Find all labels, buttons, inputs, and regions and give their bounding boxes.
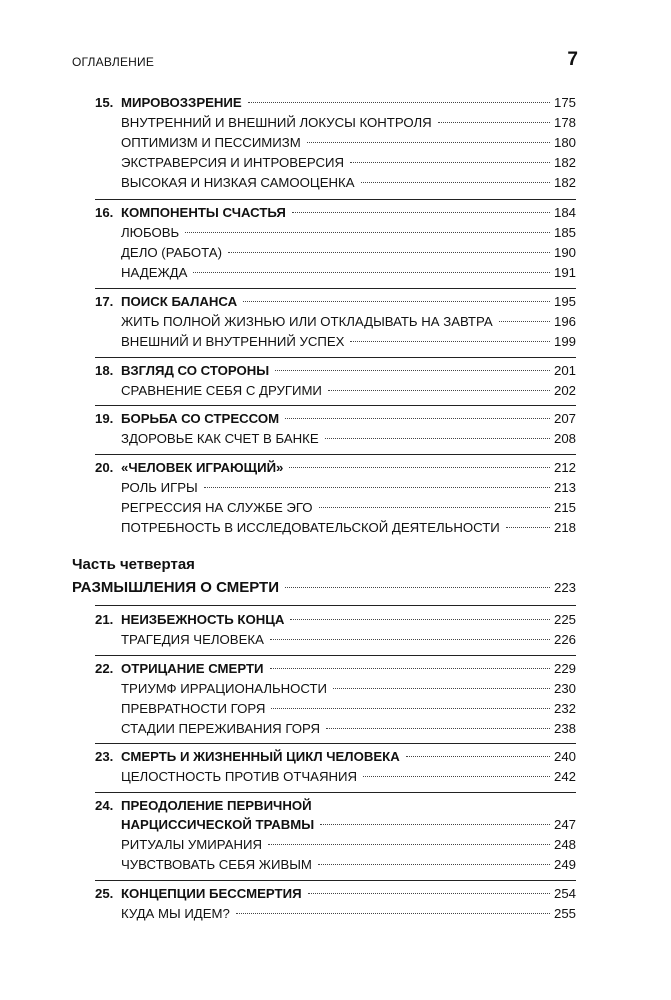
toc-part-4[interactable]: [0, 578, 671, 598]
chapter-number: 20.: [95, 460, 114, 475]
page-ref: 182: [553, 175, 576, 190]
section-title: ВНЕШНИЙ И ВНУТРЕННИЙ УСПЕХ: [121, 334, 345, 349]
toc-section[interactable]: [0, 498, 671, 518]
page-ref: 182: [553, 155, 576, 170]
toc-section[interactable]: [0, 904, 671, 924]
toc-chapter-16[interactable]: [0, 203, 671, 223]
page-number: 7: [567, 49, 578, 70]
dot-leader: [328, 390, 550, 391]
dot-leader: [243, 301, 550, 302]
chapter-title: ОТРИЦАНИЕ СМЕРТИ: [121, 661, 264, 676]
separator: [95, 454, 576, 455]
section-title: РЕГРЕССИЯ НА СЛУЖБЕ ЭГО: [121, 500, 313, 515]
dot-leader: [271, 708, 550, 709]
toc-section[interactable]: [0, 223, 671, 243]
section-title: РОЛЬ ИГРЫ: [121, 480, 198, 495]
running-head: ОГЛАВЛЕНИЕ: [72, 55, 155, 69]
dot-leader: [268, 844, 550, 845]
dot-leader: [275, 370, 550, 371]
separator: [95, 880, 576, 881]
dot-leader: [236, 913, 550, 914]
section-title: ВЫСОКАЯ И НИЗКАЯ САМООЦЕНКА: [121, 175, 355, 190]
separator: [95, 288, 576, 289]
toc-section[interactable]: [0, 835, 671, 855]
separator: [95, 655, 576, 656]
dot-leader: [320, 824, 550, 825]
dot-leader: [438, 122, 550, 123]
chapter-number: 16.: [95, 205, 114, 220]
section-title: ЗДОРОВЬЕ КАК СЧЕТ В БАНКЕ: [121, 431, 319, 446]
page-ref: 201: [553, 363, 576, 378]
page-ref: 191: [553, 265, 576, 280]
dot-leader: [285, 587, 550, 588]
page-ref: 178: [553, 115, 576, 130]
dot-leader: [308, 893, 550, 894]
toc-section[interactable]: [0, 518, 671, 538]
chapter-number: 17.: [95, 294, 114, 309]
page-ref: 195: [553, 294, 576, 309]
dot-leader: [248, 102, 550, 103]
dot-leader: [204, 487, 550, 488]
chapter-title-line1: ПРЕОДОЛЕНИЕ ПЕРВИЧНОЙ: [121, 798, 312, 813]
toc-section[interactable]: [0, 133, 671, 153]
section-title: ПРЕВРАТНОСТИ ГОРЯ: [121, 701, 266, 716]
page-ref: 226: [553, 632, 576, 647]
chapter-title: КОНЦЕПЦИИ БЕССМЕРТИЯ: [121, 886, 302, 901]
page-ref: 255: [553, 906, 576, 921]
dot-leader: [318, 864, 550, 865]
section-title: ОПТИМИЗМ И ПЕССИМИЗМ: [121, 135, 301, 150]
section-title: ЦЕЛОСТНОСТЬ ПРОТИВ ОТЧАЯНИЯ: [121, 769, 358, 784]
toc-chapter-15[interactable]: [0, 93, 671, 113]
page-ref: 254: [553, 886, 576, 901]
dot-leader: [319, 507, 550, 508]
page-ref: 202: [553, 383, 576, 398]
chapter-title: СМЕРТЬ И ЖИЗНЕННЫЙ ЦИКЛ ЧЕЛОВЕКА: [121, 749, 400, 764]
toc-chapter-21[interactable]: [0, 610, 671, 630]
section-title: ЖИТЬ ПОЛНОЙ ЖИЗНЬЮ ИЛИ ОТКЛАДЫВАТЬ НА ЗАВТРА: [121, 314, 493, 329]
part-label: Часть четвертая: [72, 556, 195, 573]
dot-leader: [499, 321, 550, 322]
chapter-title: НЕИЗБЕЖНОСТЬ КОНЦА: [121, 612, 285, 627]
toc-chapter-23[interactable]: [0, 747, 671, 767]
toc-section[interactable]: [0, 699, 671, 719]
toc-chapter-18[interactable]: [0, 361, 671, 381]
section-title: ДЕЛО (РАБОТА): [121, 245, 222, 260]
page-ref: 184: [553, 205, 576, 220]
section-title: ЧУВСТВОВАТЬ СЕБЯ ЖИВЫМ: [121, 857, 312, 872]
page-ref: 175: [553, 95, 576, 110]
toc-section[interactable]: [0, 332, 671, 352]
page-ref: 207: [553, 411, 576, 426]
toc-section[interactable]: [0, 381, 671, 401]
toc-section[interactable]: [0, 767, 671, 787]
toc-section[interactable]: [0, 312, 671, 332]
section-title: ВНУТРЕННИЙ И ВНЕШНИЙ ЛОКУСЫ КОНТРОЛЯ: [121, 115, 432, 130]
page-ref: 208: [553, 431, 576, 446]
page-ref: 232: [553, 701, 576, 716]
page-ref: 223: [553, 580, 576, 595]
dot-leader: [361, 182, 550, 183]
part-title: РАЗМЫШЛЕНИЯ О СМЕРТИ: [72, 579, 279, 596]
chapter-title: НАРЦИССИЧЕСКОЙ ТРАВМЫ: [121, 817, 315, 832]
toc-chapter-19[interactable]: [0, 409, 671, 429]
separator: [95, 605, 576, 606]
chapter-number: 23.: [95, 749, 114, 764]
dot-leader: [326, 728, 550, 729]
separator: [95, 743, 576, 744]
dot-leader: [325, 438, 550, 439]
page-ref: 230: [553, 681, 576, 696]
chapter-title: МИРОВОЗЗРЕНИЕ: [121, 95, 242, 110]
dot-leader: [289, 467, 550, 468]
chapter-title: «ЧЕЛОВЕК ИГРАЮЩИЙ»: [121, 460, 284, 475]
chapter-number: 18.: [95, 363, 114, 378]
page-ref: 249: [553, 857, 576, 872]
page-ref: 248: [553, 837, 576, 852]
section-title: ТРИУМФ ИРРАЦИОНАЛЬНОСТИ: [121, 681, 328, 696]
chapter-number: 15.: [95, 95, 114, 110]
section-title: РИТУАЛЫ УМИРАНИЯ: [121, 837, 262, 852]
dot-leader: [193, 272, 550, 273]
toc-section[interactable]: [0, 173, 671, 193]
chapter-title: ПОИСК БАЛАНСА: [121, 294, 238, 309]
dot-leader: [292, 212, 550, 213]
page-ref: 238: [553, 721, 576, 736]
page-ref: 180: [553, 135, 576, 150]
dot-leader: [290, 619, 550, 620]
toc-section[interactable]: [0, 630, 671, 650]
section-title: ЭКСТРАВЕРСИЯ И ИНТРОВЕРСИЯ: [121, 155, 345, 170]
page-ref: 218: [553, 520, 576, 535]
separator: [95, 792, 576, 793]
dot-leader: [506, 527, 550, 528]
dot-leader: [363, 776, 550, 777]
page-ref: 213: [553, 480, 576, 495]
section-title: ТРАГЕДИЯ ЧЕЛОВЕКА: [121, 632, 264, 647]
separator: [95, 357, 576, 358]
page-ref: 190: [553, 245, 576, 260]
chapter-title: ВЗГЛЯД СО СТОРОНЫ: [121, 363, 270, 378]
section-title: КУДА МЫ ИДЕМ?: [121, 906, 230, 921]
dot-leader: [270, 668, 550, 669]
dot-leader: [228, 252, 550, 253]
dot-leader: [285, 418, 550, 419]
toc-chapter-17[interactable]: [0, 292, 671, 312]
separator: [95, 199, 576, 200]
chapter-number: 19.: [95, 411, 114, 426]
toc-chapter-25[interactable]: [0, 884, 671, 904]
section-title: СРАВНЕНИЕ СЕБЯ С ДРУГИМИ: [121, 383, 322, 398]
toc-section[interactable]: [0, 719, 671, 739]
dot-leader: [350, 162, 550, 163]
page-ref: 229: [553, 661, 576, 676]
toc-section[interactable]: [0, 153, 671, 173]
chapter-number: 22.: [95, 661, 114, 676]
section-title: ПОТРЕБНОСТЬ В ИССЛЕДОВАТЕЛЬСКОЙ ДЕЯТЕЛЬНОСТИ: [121, 520, 500, 535]
toc-chapter-20[interactable]: [0, 458, 671, 478]
page-ref: 199: [553, 334, 576, 349]
page-ref: 247: [553, 817, 576, 832]
toc-section[interactable]: [0, 113, 671, 133]
page-ref: 225: [553, 612, 576, 627]
page-ref: 196: [553, 314, 576, 329]
toc-chapter-22[interactable]: [0, 659, 671, 679]
dot-leader: [350, 341, 550, 342]
page-ref: 240: [553, 749, 576, 764]
chapter-title: КОМПОНЕНТЫ СЧАСТЬЯ: [121, 205, 286, 220]
toc-chapter-24-line1[interactable]: [0, 796, 671, 816]
toc-section[interactable]: [0, 679, 671, 699]
dot-leader: [270, 639, 550, 640]
page-ref: 215: [553, 500, 576, 515]
separator: [95, 405, 576, 406]
dot-leader: [307, 142, 550, 143]
section-title: НАДЕЖДА: [121, 265, 188, 280]
toc-section[interactable]: [0, 429, 671, 449]
section-title: ЛЮБОВЬ: [121, 225, 180, 240]
toc-section[interactable]: [0, 478, 671, 498]
toc-section[interactable]: [0, 263, 671, 283]
page-ref: 242: [553, 769, 576, 784]
chapter-number: 24.: [95, 798, 114, 813]
section-title: СТАДИИ ПЕРЕЖИВАНИЯ ГОРЯ: [121, 721, 321, 736]
dot-leader: [185, 232, 550, 233]
toc-chapter-24[interactable]: [0, 815, 671, 835]
toc-section[interactable]: [0, 855, 671, 875]
toc-section[interactable]: [0, 243, 671, 263]
dot-leader: [333, 688, 550, 689]
chapter-title: БОРЬБА СО СТРЕССОМ: [121, 411, 280, 426]
page-ref: 185: [553, 225, 576, 240]
page-ref: 212: [553, 460, 576, 475]
chapter-number: 25.: [95, 886, 114, 901]
dot-leader: [406, 756, 550, 757]
chapter-number: 21.: [95, 612, 114, 627]
